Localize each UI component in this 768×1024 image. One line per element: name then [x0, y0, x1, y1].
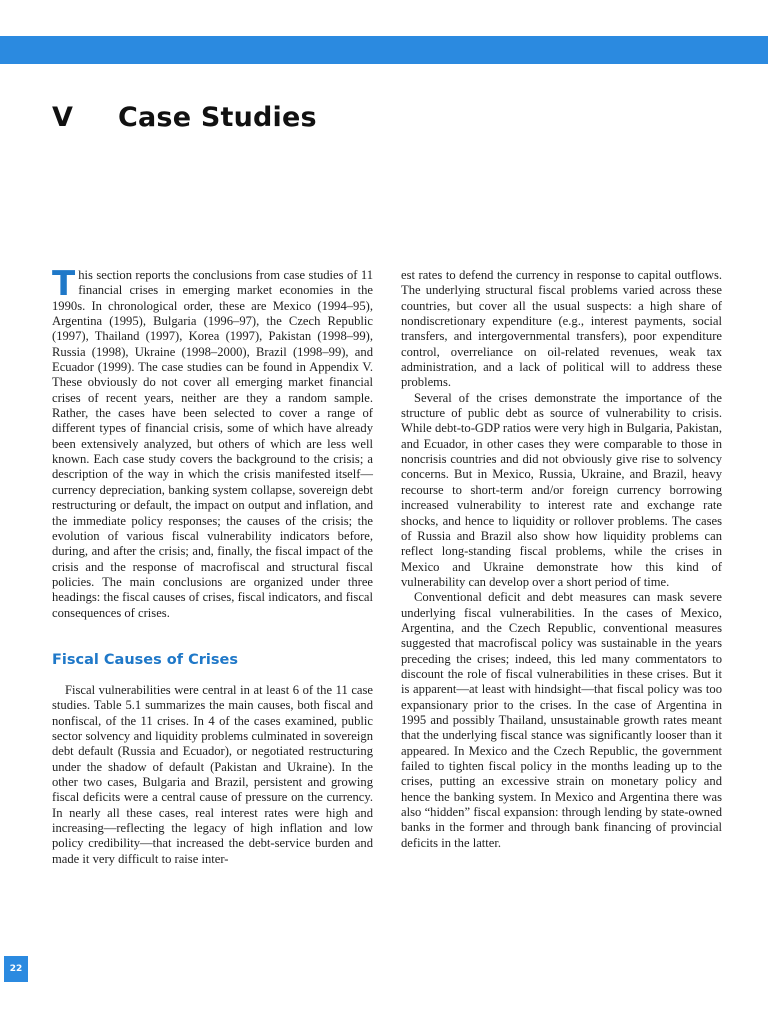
header-color-band [0, 36, 768, 64]
intro-text: his section reports the conclusions from case studies of 11 financial crises in emerging market economies in the 1990s. In chronological order, these are Mexico (1994–95), Argentina (1995), Bulgaria (1996–97), the Czech Republic (1997), Thailand (1997), Korea (1997), Pakistan (1998–99), Russia (1998), Ukraine (1998–2000), Brazil (1998–99), and Ecuador (1999). The case studies can be found in Appendix V. These obviously do not cover all emerging market financial crises of recent years, neither are they a random sample. Rather, the cases have been selected to cover a range of different types of financial crisis, some of which have already been extensively analyzed, but others of which are less well known. Each case study covers the background to the crisis; a description of the way in which the crisis manifested itself—currency depreciation, banking system collapse, sovereign debt restructuring or default, the impact on output and inflation, and the immediate policy responses; the causes of the crisis; the evolution of various fiscal vulnerability indicators before, during, and after the crisis; and, finally, the fiscal impact of the crisis and the response of macrofiscal and structural fiscal policies. The main conclusions are organized under three headings: the fiscal causes of crises, fiscal indicators, and fiscal consequences of crises. [52, 268, 373, 620]
body-paragraph: Fiscal vulnerabilities were central in at least 6 of the 11 case studies. Table 5.1 summarizes the main causes, both fiscal and nonfiscal, of the 11 crises. In 4 of the cases examined, public sector solvency and liquidity problems culminated in sovereign debt default (Russia and Ecuador), or negotiated restructuring under the shadow of default (Pakistan and Ukraine). In the other two cases, Bulgaria and Brazil, persistent and growing fiscal deficits were a central cause of pressure on the currency. In nearly all these cases, real interest rates were high and increasing—reflecting the legacy of high inflation and low policy credibility—that increased the debt-service burden and made it very difficult to raise inter- [52, 682, 373, 866]
page-number: 22 [4, 956, 28, 982]
chapter-number: V [52, 102, 74, 133]
drop-cap: T [52, 264, 76, 304]
chapter-heading [52, 102, 317, 133]
right-column [401, 268, 722, 851]
body-paragraph: Several of the crises demonstrate the importance of the structure of public debt as source of vulnerability to crisis. While debt-to-GDP ratios were very high in Bulgaria, Pakistan, and Ecuador, in other cases they were comparable to those in noncrisis countries and did not obviously give rise to solvency concerns. But in Mexico, Russia, Ukraine, and Brazil, heavy recourse to short-term and/or foreign currency borrowing increased vulnerability to interest rate and exchange rate shocks, and hence to liquidity or rollover problems. The cases of Russia and Brazil also show how liquidity problems can reflect long-standing fiscal problems, while the crises in Mexico and Ukraine demonstrate how this kind of vulnerability can develop over a short period of time. [401, 390, 722, 589]
chapter-title: Case Studies [118, 102, 317, 133]
section-heading-fiscal-causes: Fiscal Causes of Crises [52, 651, 238, 668]
left-column [52, 264, 373, 867]
body-paragraph: Conventional deficit and debt measures can mask severe underlying fiscal vulnerabilities. In the cases of Mexico, Argentina, and the Czech Republic, conventional measures suggested that macrofiscal policy was sustainable in the years preceding the crises; indeed, this led many commentators to discount the role of fiscal vulnerabilities in these crises. But it is apparent—at least with hindsight—that fiscal policy was too expansionary prior to the crises. In the case of Argentina in 1995 and possibly Thailand, unsustainable growth rates meant that the underlying fiscal stance was significantly looser than it appeared. In Mexico and the Czech Republic, the government failed to tighten fiscal policy in the months leading up to the crises, putting an excessive strain on monetary policy and hence the banking system. In Mexico and Argentina there was also “hidden” fiscal expansion: through lending by state-owned banks in the former and through bank financing of provincial deficits in the latter. [401, 590, 722, 850]
body-paragraph: est rates to defend the currency in response to capital outflows. The underlying structural fiscal problems varied across these countries, but cover all the usual suspects: a high share of nondiscretionary expenditure (e.g., interest payments, social transfers, and intergovernmental transfers), poor expenditure control, overreliance on oil-related revenues, weak tax administration, and a lack of political will to address these problems. [401, 268, 722, 390]
intro-paragraph [52, 264, 373, 621]
